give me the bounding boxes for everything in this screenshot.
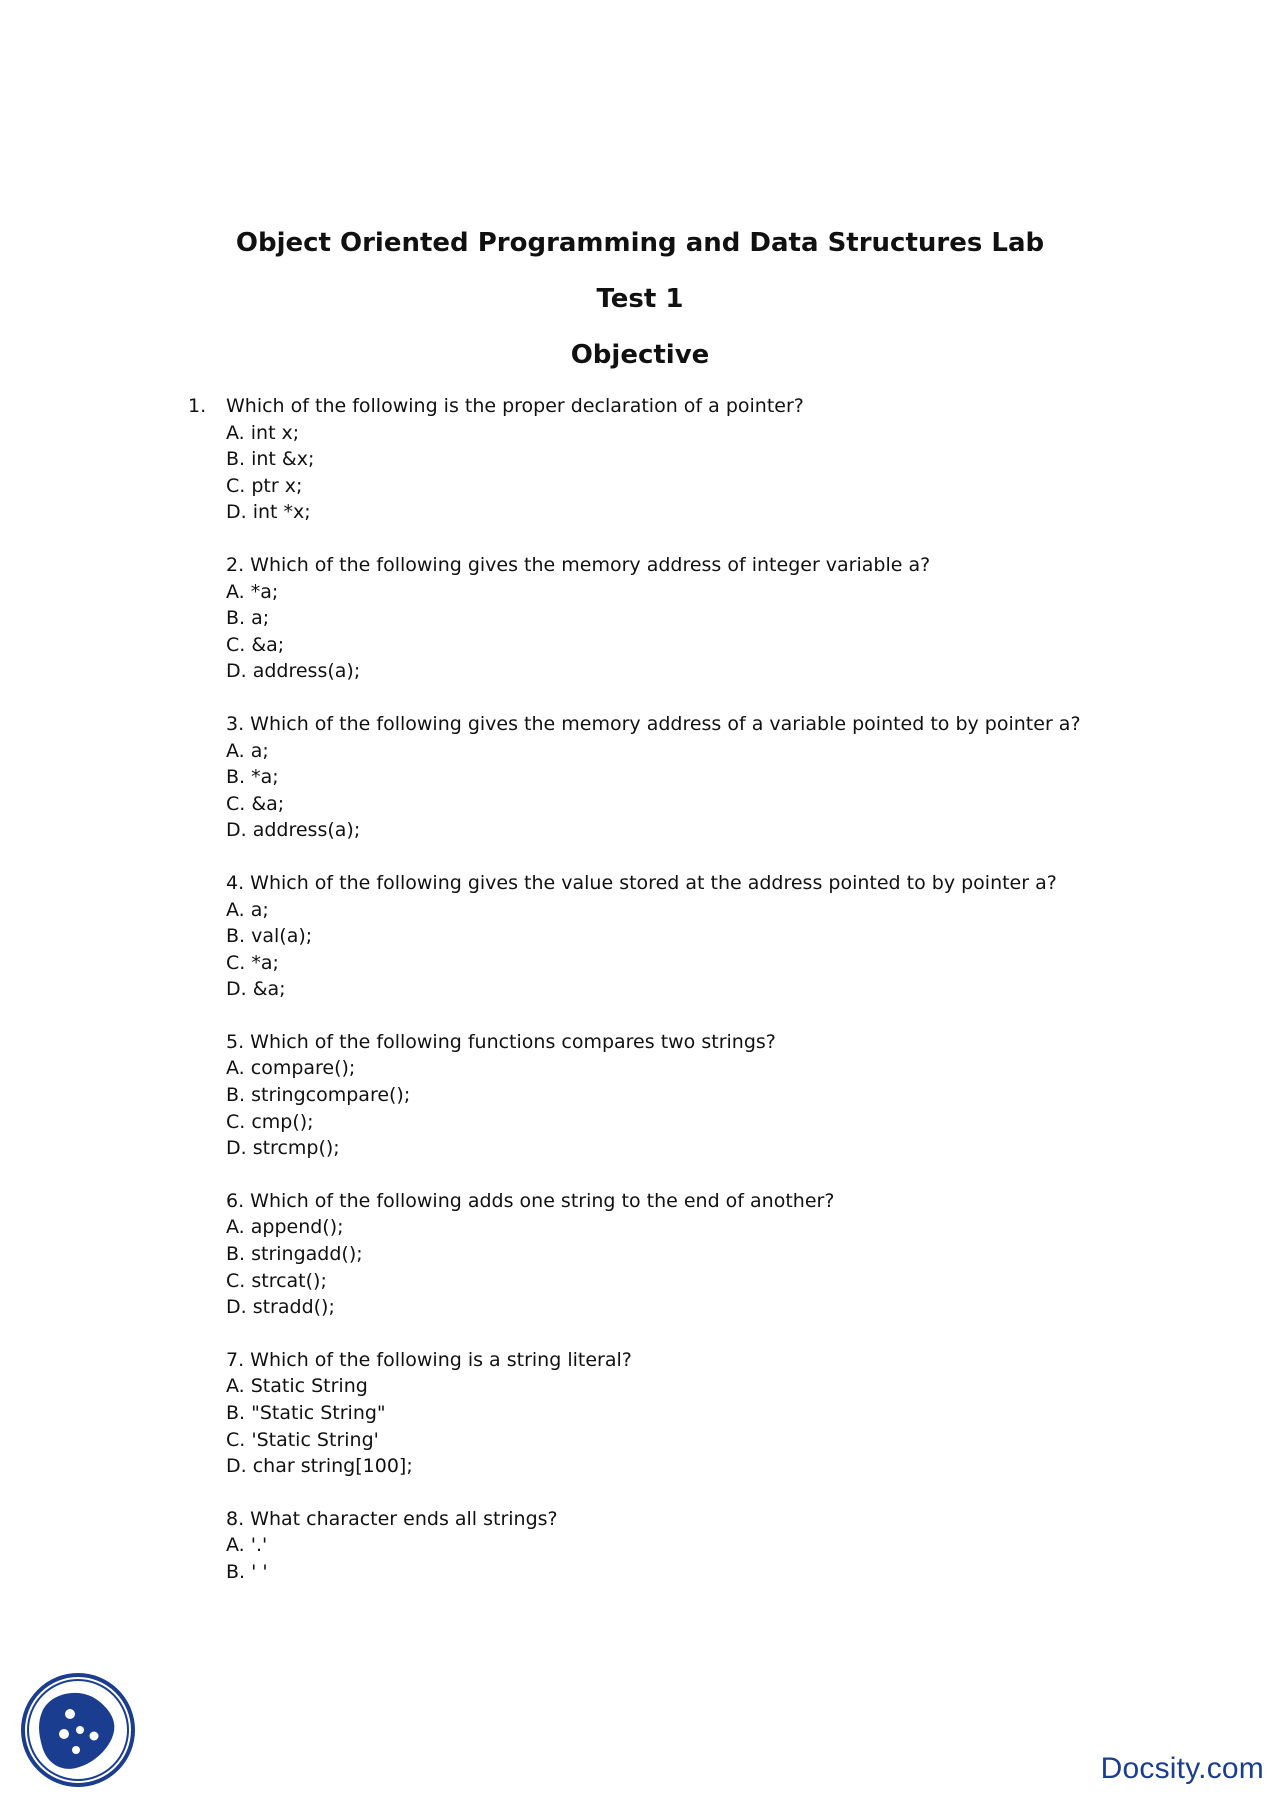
option-a: A. append(); [226,1216,344,1239]
question-5 [226,1029,1156,1162]
question-text [188,393,1156,420]
question-8 [226,1506,1156,1586]
question-text: 2. Which of the following gives the memory address of integer variable a? [226,553,931,576]
option-a: A. compare(); [226,1057,356,1080]
question-2 [226,552,1156,685]
option-d: D. stradd(); [226,1296,335,1319]
option-c: C. ptr x; [226,474,303,497]
option-b: B. stringadd(); [226,1243,363,1266]
option-d: D. address(a); [226,660,361,683]
option-b: B. *a; [226,766,279,789]
option-d: D. char string[100]; [226,1455,413,1478]
option-b: B. val(a); [226,925,313,948]
question-4 [226,870,1156,1003]
option-d: D. strcmp(); [226,1137,340,1160]
question-text: 3. Which of the following gives the memory address of a variable pointed to by pointer a? [226,712,1081,735]
option-a: A. a; [226,898,269,921]
question-list [188,393,1156,1612]
option-c: C. strcat(); [226,1269,327,1292]
option-a: A. int x; [226,421,300,444]
option-b: B. a; [226,607,270,630]
question-6 [226,1188,1156,1321]
option-c: C. cmp(); [226,1110,314,1133]
docsity-brand-text[interactable]: Docsity.com [1100,1752,1264,1785]
option-d: D. &a; [226,978,286,1001]
docsity-logo-svg [20,1672,136,1788]
docsity-logo-icon [20,1672,136,1788]
option-c: C. &a; [226,792,285,815]
option-a: A. '.' [226,1534,268,1557]
option-d: D. address(a); [226,819,361,842]
test-title: Test 1 [596,284,684,314]
option-c: C. *a; [226,951,279,974]
question-3 [226,711,1156,844]
option-a: A. *a; [226,580,279,603]
option-a: A. Static String [226,1375,368,1398]
option-b: B. int &x; [226,448,315,471]
question-text: 8. What character ends all strings? [226,1507,558,1530]
question-number: 1. [188,395,207,417]
section-title: Objective [570,340,710,370]
question-text-body: Which of the following is the proper declaration of a pointer? [226,395,804,417]
option-a: A. a; [226,739,269,762]
question-text: 7. Which of the following is a string literal? [226,1348,632,1371]
option-b: B. "Static String" [226,1402,386,1424]
option-b: B. stringcompare(); [226,1084,411,1107]
question-text: 6. Which of the following adds one string to the end of another? [226,1189,835,1212]
question-7 [226,1347,1156,1480]
option-c: C. &a; [226,633,285,656]
option-d: D. int *x; [226,501,311,524]
option-b: B. ' ' [226,1560,268,1583]
question-text: 5. Which of the following functions compares two strings? [226,1030,776,1053]
option-c: C. 'Static String' [226,1428,379,1451]
question-1 [188,393,1156,526]
document-title: Object Oriented Programming and Data Structures Lab [235,228,1045,258]
question-text: 4. Which of the following gives the value stored at the address pointed to by pointer a? [226,871,1057,894]
